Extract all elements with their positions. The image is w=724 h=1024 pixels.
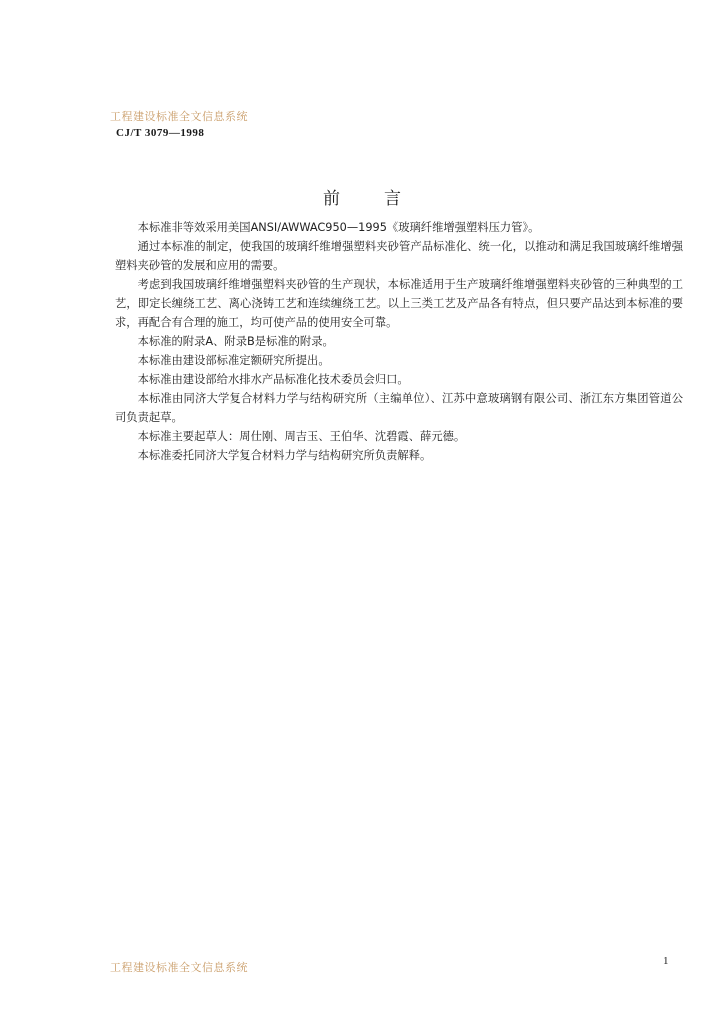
standard-code: CJ/T 3079—1998 bbox=[116, 127, 205, 139]
paragraph-purpose: 通过本标准的制定，使我国的玻璃纤维增强塑料夹砂管产品标准化、统一化，以推动和满足我国玻璃纤维增强塑料夹砂管的发展和应用的需要。 bbox=[115, 240, 683, 272]
paragraph-administrator: 本标准由建设部给水排水产品标准化技术委员会归口。 bbox=[137, 373, 409, 386]
paragraph-drafters: 本标准主要起草人：周仕刚、周吉玉、王伯华、沈碧霞、薛元德。 bbox=[137, 430, 466, 443]
page-number: 1 bbox=[663, 955, 669, 967]
paragraph-scope: 考虑到我国玻璃纤维增强塑料夹砂管的生产现状，本标准适用于生产玻璃纤维增强塑料夹砂管的三种典型的工艺，即定长缠绕工艺、离心浇铸工艺和连续缠绕工艺。以上三类工艺及产品各有特点，但只要产品达到本标准的要求，再配合有合理的施工，均可使产品的使用安全可靠。 bbox=[115, 278, 683, 329]
watermark-header: 工程建设标准全文信息系统 bbox=[110, 110, 248, 123]
page-title: 前言 bbox=[323, 189, 445, 209]
paragraph-interpretation: 本标准委托同济大学复合材料力学与结构研究所负责解释。 bbox=[137, 449, 432, 462]
paragraph-adoption: 本标准非等效采用美国ANSI/AWWAC950—1995《玻璃纤维增强塑料压力管》。 bbox=[137, 221, 540, 234]
paragraph-drafting-units: 本标准由同济大学复合材料力学与结构研究所（主编单位）、江苏中意玻璃钢有限公司、浙江东方集团管道公司负责起草。 bbox=[115, 392, 683, 424]
paragraph-proposer: 本标准由建设部标准定额研究所提出。 bbox=[137, 354, 330, 367]
preface-body bbox=[115, 218, 683, 465]
paragraph-appendix: 本标准的附录A、附录B是标准的附录。 bbox=[137, 335, 334, 348]
watermark-footer: 工程建设标准全文信息系统 bbox=[110, 961, 248, 974]
